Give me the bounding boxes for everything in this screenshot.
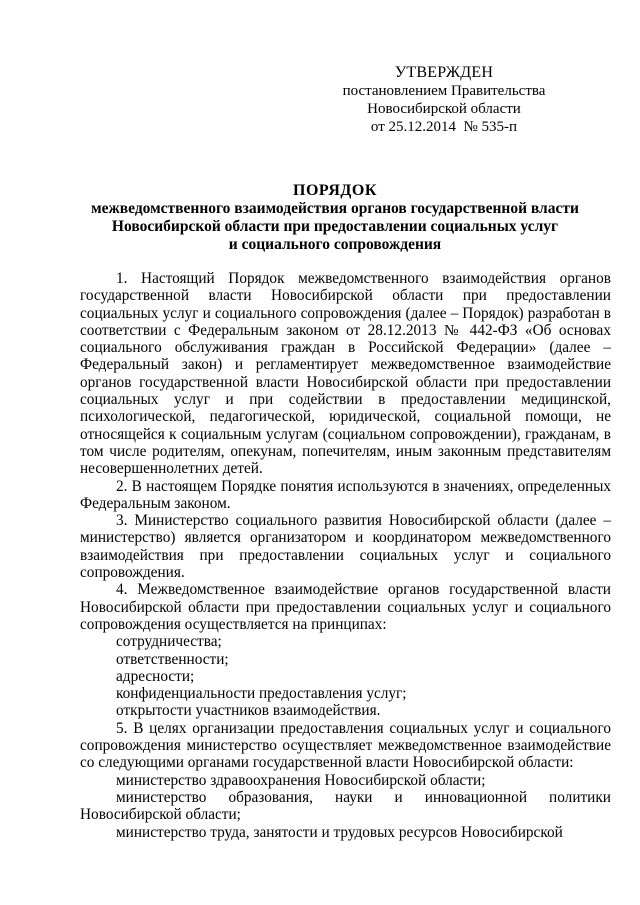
principle-item: ответственности; (116, 650, 229, 668)
principle-item: конфиденциальности предоставления услуг; (116, 685, 407, 703)
approval-line-2: Новосибирской области (367, 101, 521, 117)
principle-item: адресности; (116, 667, 195, 685)
approval-stamp (334, 64, 554, 136)
paragraph-3: 3. Министерство социального развития Новосибирской области (далее – министерство) является организатором и координатором межведомственного взаимодействия при предоставлении социальных услуг и социального сопровождения. (80, 512, 611, 582)
agency-item: министерство образования, науки и инновационной политики Новосибирской области; (80, 788, 611, 824)
approval-title: УТВЕРЖДЕН (394, 64, 494, 81)
agency-item: министерство труда, занятости и трудовых ресурсов Новосибирской (116, 823, 563, 841)
paragraph-4: 4. Межведомственное взаимодействие органов государственной власти Новосибирской области при предоставлении социальных услуг и социального сопровождения осуществляется на принципах: (80, 581, 611, 633)
paragraph-2: 2. В настоящем Порядке понятия используются в значениях, определенных Федеральным законом. (80, 477, 611, 512)
heading-line-3: и социального сопровождения (228, 236, 442, 253)
paragraph-5: 5. В целях организации предоставления социальных услуг и социального сопровождения министерство осуществляет межведомственное взаимодействие со следующими органами государственной власти Новосибирской области: (80, 719, 611, 772)
document-heading (60, 182, 610, 254)
principle-item: сотрудничества; (116, 633, 222, 651)
approval-line-1: постановлением Правительства (342, 83, 546, 99)
principle-item: открытости участников взаимодействия. (116, 702, 381, 720)
heading-line-1: межведомственного взаимодействия органов государственной власти (91, 200, 579, 217)
agency-item: министерство здравоохранения Новосибирской области; (116, 771, 486, 789)
approval-date: от 25.12.2014 № 535-п (370, 119, 518, 135)
document-title: ПОРЯДОК (293, 182, 377, 199)
heading-line-2: Новосибирской области при предоставлении социальных услуг (111, 218, 559, 235)
document-body (80, 270, 611, 841)
paragraph-1: 1. Настоящий Порядок межведомственного взаимодействия органов государственной власти Новосибирской области при предоставлении социальных услуг и социального сопровождения (далее – Порядок) разработан в соответствии с Федеральным законом от 28.12.2013 № 442-ФЗ «Об основах социального обслуживания граждан в Российской Федерации» (далее – Федеральный закон) и регламентирует межведомственное взаимодействие органов государственной власти Новосибирской области при предоставлении социальных услуг и при содействии в предоставлении медицинской, психологической, педагогической, юридической, социальной помощи, не относящейся к социальным услугам (социальном сопровождении), гражданам, в том числе родителям, опекунам, попечителям, иным законным представителям несовершеннолетних детей. (80, 270, 611, 478)
